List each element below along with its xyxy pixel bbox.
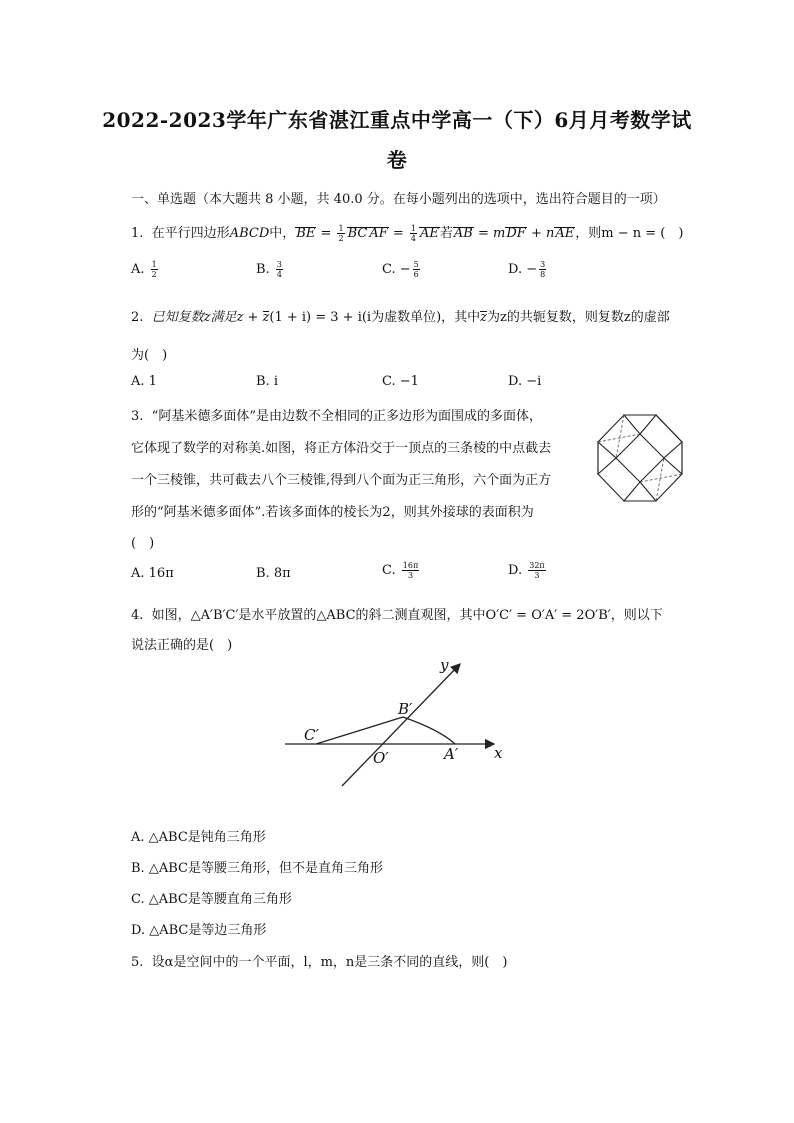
q3-option-a: A. 16π [131, 566, 174, 581]
fraction: $\frac{1}{2}$ [338, 224, 344, 243]
q2-option-c: C. −1 [382, 374, 419, 389]
q3-option-c: C. $\frac{16\pi}{3}$ [382, 561, 419, 580]
cuboctahedron-figure [594, 412, 686, 504]
q1-option-a: A. $\frac{1}{2}$ [131, 260, 157, 279]
q3-option-b: B. 8π [256, 566, 291, 581]
q1-option-d: D. − $\frac{3}{8}$ [508, 260, 546, 279]
question-number: 5. [131, 955, 144, 970]
vector-ae: AE [555, 226, 575, 241]
vector-ab: AB [453, 226, 473, 241]
question-3-line5: ( ) [131, 536, 155, 551]
question-number: 2. [131, 310, 144, 325]
q4-option-b: B. △ABC是等腰三角形，但不是直角三角形 [131, 861, 383, 876]
vector-df: DF [506, 226, 526, 241]
question-number: 1. [131, 226, 144, 241]
z-conjugate: z [262, 310, 270, 325]
z-conjugate: z [480, 310, 488, 325]
q1-option-b: B. $\frac{3}{4}$ [256, 260, 282, 279]
y-axis [342, 664, 460, 786]
question-number: 3. [131, 409, 144, 424]
question-3: 3. “阿基米德多面体”是由边数不全相同的正多边形为面围成的多面体， [131, 409, 542, 424]
y-axis-label: y [440, 656, 449, 674]
question-3-line4: 形的“阿基米德多面体”.若该多面体的棱长为2，则其外接球的表面积为 [131, 505, 534, 520]
vector-be: BE [296, 226, 316, 241]
q1-option-c: C. − $\frac{5}{6}$ [382, 260, 419, 279]
q4-option-c: C. △ABC是等腰直角三角形 [131, 892, 292, 907]
fraction: $\frac{1}{4}$ [410, 224, 417, 243]
x-axis-label: x [494, 744, 503, 762]
q2-option-a: A. 1 [131, 374, 157, 389]
segment-b-a [403, 717, 455, 744]
section-heading: 一、单选题（本大题共 8 小题，共 40.0 分。在每小题列出的选项中，选出符合题目的一项） [131, 192, 666, 207]
question-3-line2: 它体现了数学的对称美.如图，将正方体沿交于一顶点的三条棱的中点截去 [131, 441, 552, 456]
q2-option-d: D. −i [508, 374, 542, 389]
vector-bc: BC [347, 226, 368, 241]
oblique-projection-figure [280, 652, 520, 792]
vector-ae: AE [420, 226, 439, 241]
question-4: 4. 如图，△A′B′C′是水平放置的△ABC的斜二测直观图，其中O′C′ = O′A′ = 2O′B′，则以下 [131, 608, 663, 623]
question-4-line2: 说法正确的是( ) [131, 638, 233, 653]
point-o-label: O′ [373, 749, 389, 767]
q3-option-d: D. $\frac{32\pi}{3}$ [508, 561, 545, 580]
exam-title-line1: 2022-2023学年广东省湛江重点中学高一（下）6月月考数学试 [102, 108, 692, 132]
point-a-label: A′ [444, 745, 459, 763]
q4-option-d: D. △ABC是等边三角形 [131, 923, 267, 938]
point-c-label: C′ [304, 726, 319, 744]
q4-option-a: A. △ABC是钝角三角形 [131, 830, 266, 845]
question-2: 2. 已知复数z满足z + z(1 + i) = 3 + i(i为虚数单位)，其中z为z的共轭复数，则复数z的虚部 [131, 310, 670, 325]
segment-c-b [316, 717, 403, 744]
point-b-label: B′ [398, 700, 413, 718]
question-2-line2: 为( ) [131, 348, 168, 363]
vector-af: AF [369, 226, 388, 241]
exam-title-line2: 卷 [386, 148, 408, 172]
question-number: 4. [131, 608, 144, 623]
question-3-line3: 一个三棱锥，共可截去八个三棱锥,得到八个面为正三角形，六个面为正方 [131, 473, 552, 488]
question-1: 1. 在平行四边形ABCD中，BE = $\frac{1}{2}$ BC AF = $\frac{1}{4}$ AE若AB = mDF + nAE，则m − n = ( ) [131, 224, 684, 243]
question-5: 5. 设α是空间中的一个平面，l，m，n是三条不同的直线，则( ) [131, 955, 508, 970]
q2-option-b: B. i [256, 374, 278, 389]
